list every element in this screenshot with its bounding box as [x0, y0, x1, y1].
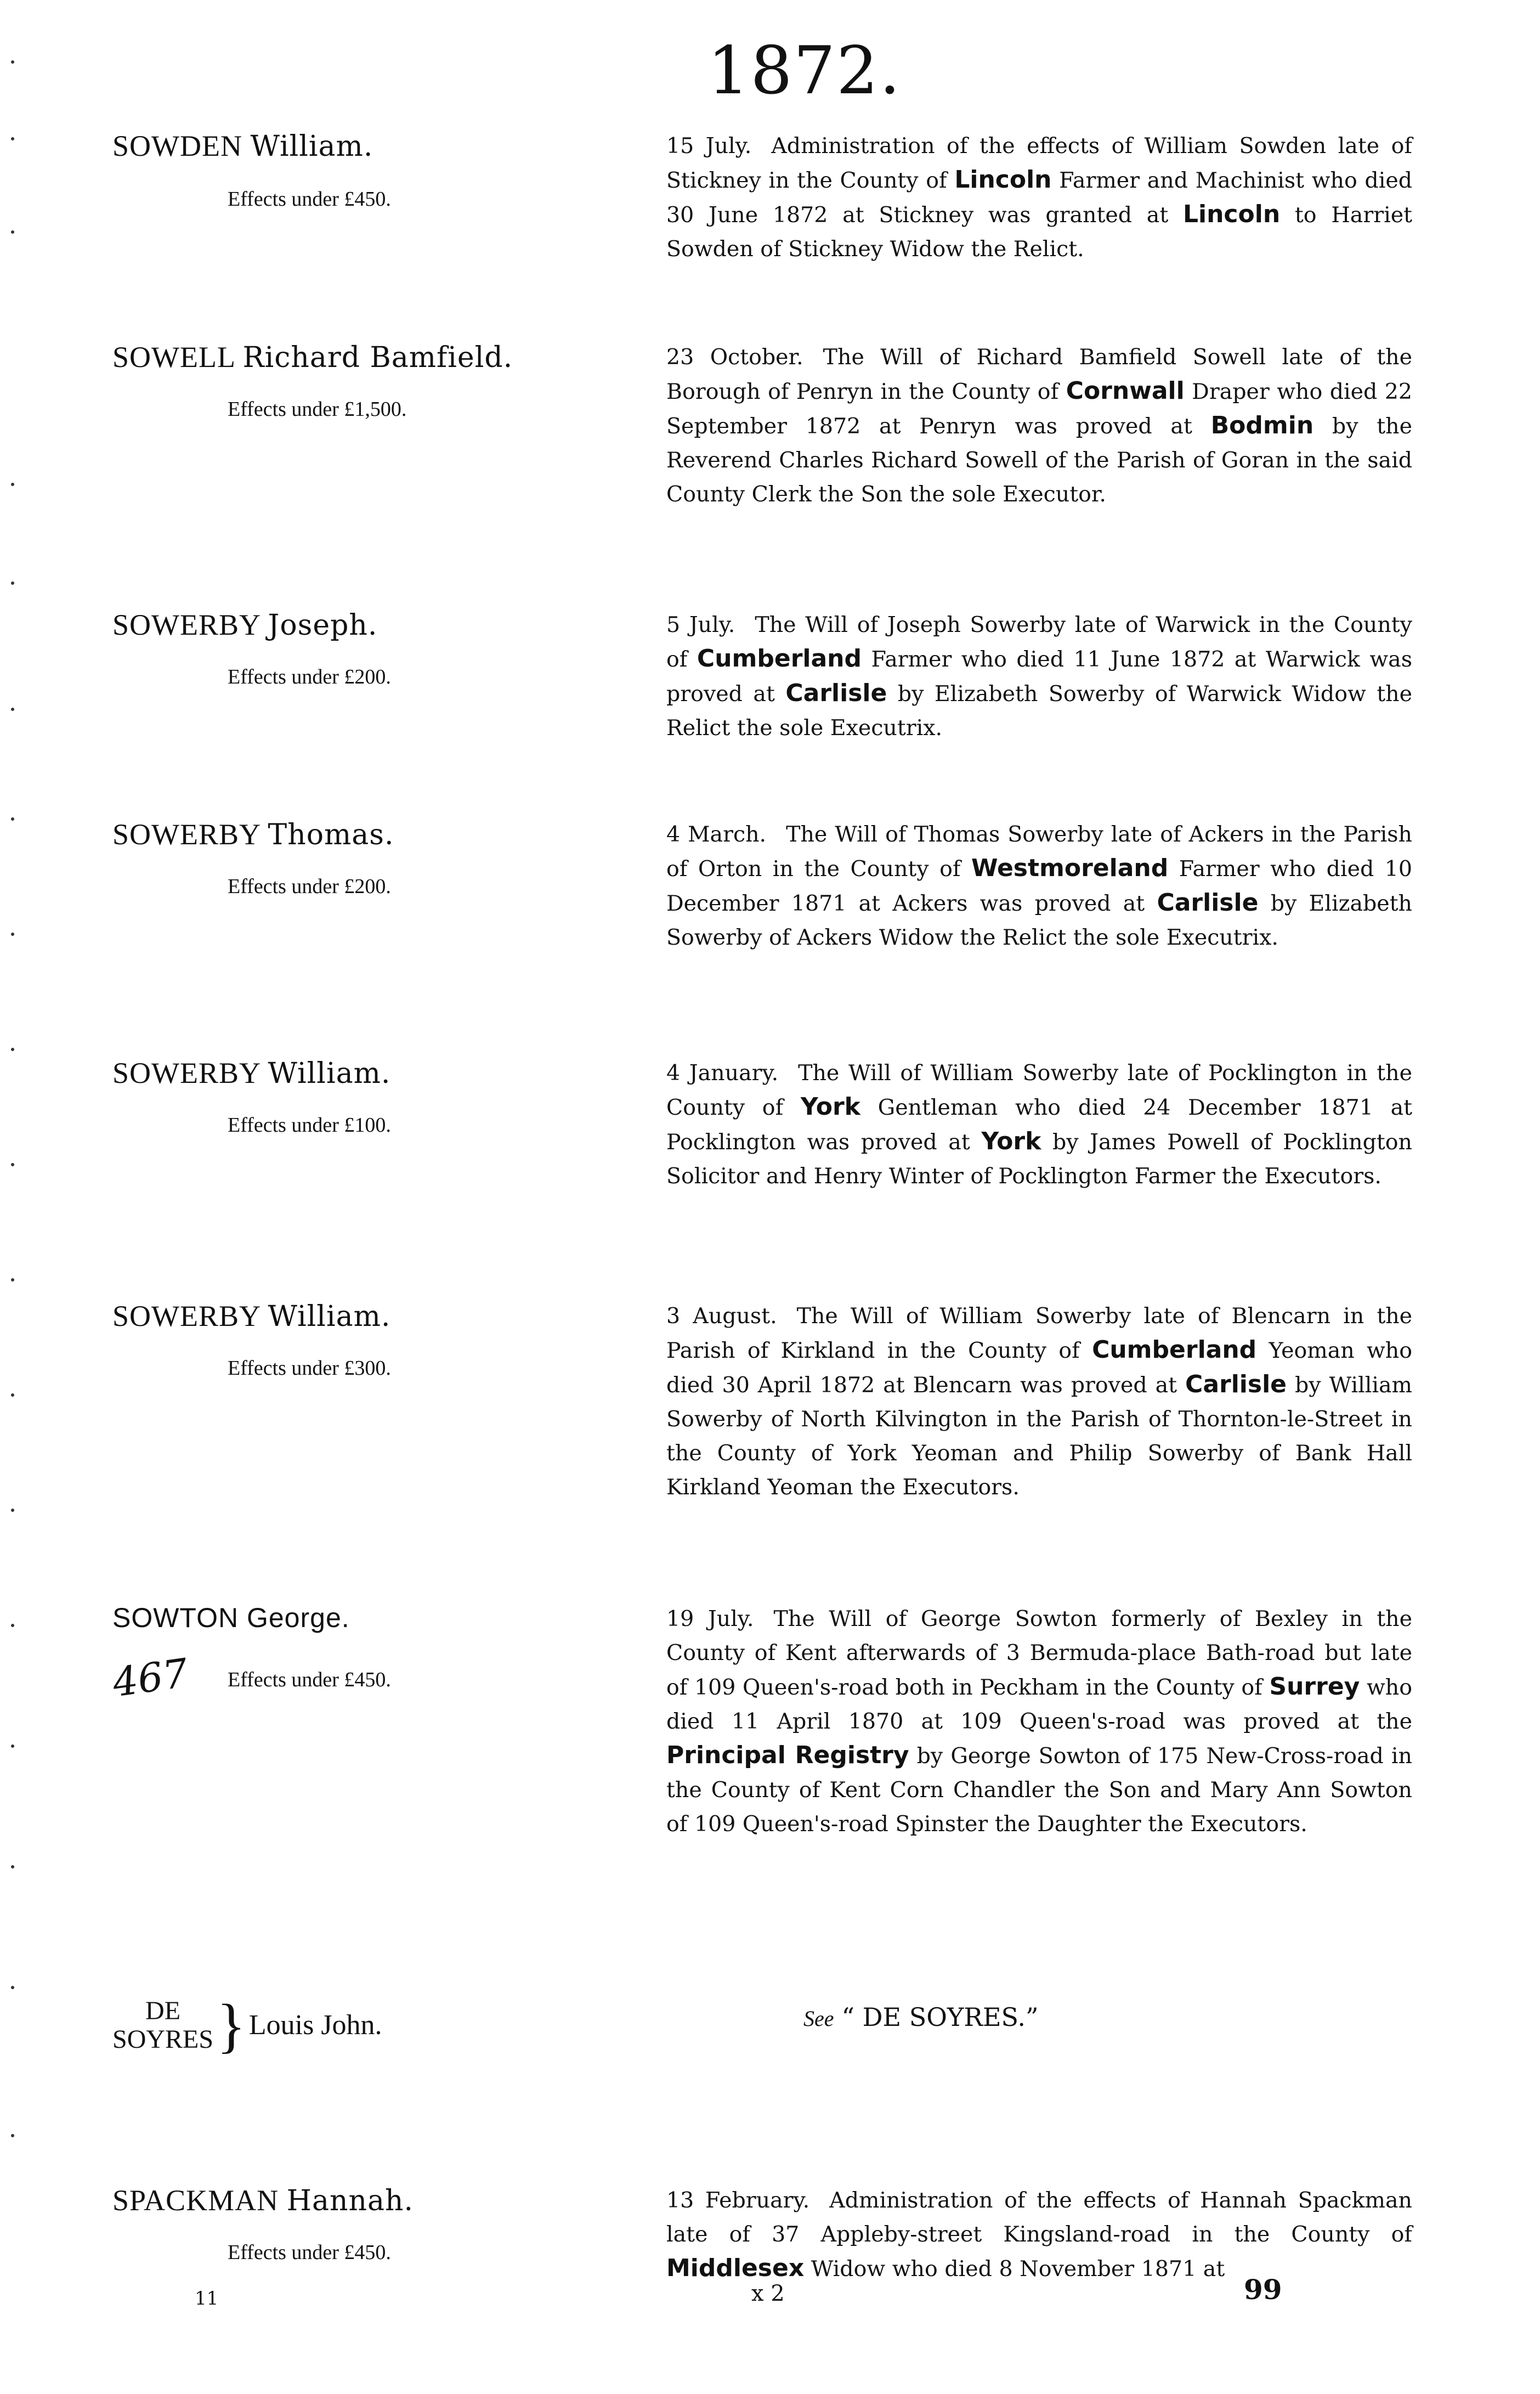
surname: SOWELL — [112, 341, 235, 374]
registry-place: Bodmin — [1210, 411, 1314, 439]
entry-name-block — [112, 1299, 579, 1380]
effects-value: Effects under £450. — [228, 188, 391, 211]
page-year-heading: 1872. — [707, 33, 902, 109]
entry-surname-line — [112, 340, 579, 374]
entry-surname-line — [112, 817, 579, 851]
entry-name-block — [112, 129, 579, 211]
registry-place: Principal Registry — [666, 1741, 909, 1769]
entry-text-part: who died 11 April 1870 at 109 Queen's-road was proved at the — [666, 1675, 1412, 1734]
effects-value: Effects under £100. — [228, 1114, 391, 1137]
entry-name-block — [112, 1056, 579, 1137]
given-name: Richard Bamfield. — [242, 341, 513, 374]
given-name: William. — [268, 1057, 391, 1090]
entry-text-part: Farmer who died 10 December 1871 at Ackers was proved at — [666, 856, 1412, 916]
effects-value: Effects under £300. — [228, 1357, 391, 1380]
entry-text-part: by George Sowton of 175 New-Cross-road in the County of Kent Corn Chandler the Son and Mary Ann Sowton of 109 Queen's-road Spinster the Daughter the Executors. — [666, 1743, 1412, 1837]
entry-date: 5 July. — [666, 612, 735, 637]
surname: SOWERBY — [112, 1057, 261, 1089]
county-name: York — [800, 1093, 860, 1121]
printer-signature-mark: 11 — [195, 2288, 219, 2310]
county-name: Middlesex — [666, 2254, 805, 2282]
entry-text-part: Draper who died 22 September 1872 at Penryn was proved at — [666, 379, 1413, 439]
effects-value: Effects under £450. — [228, 1668, 391, 1691]
given-name: William. — [250, 130, 373, 163]
effects-value: Effects under £200. — [228, 875, 391, 898]
entry-surname-line — [112, 129, 579, 163]
left-margin-specks — [5, 0, 22, 2394]
entry-text-part: Yeoman who died 30 April 1872 at Blencarn was proved at — [666, 1338, 1412, 1398]
entry-text-part: Widow who died 8 November 1871 at — [804, 2256, 1225, 2282]
given-name: Hannah. — [286, 2184, 414, 2217]
prefix-top: DE — [145, 1996, 181, 2025]
entry-name-block — [112, 2183, 579, 2265]
entry-text — [666, 2183, 1412, 2286]
entry-name-block — [112, 817, 579, 899]
page-footer — [0, 2273, 1540, 2320]
given-name: William. — [268, 1300, 391, 1333]
entry-text-part: by William Sowerby of North Kilvington in the Parish of Thornton-le-Street in the County of York Yeoman and Philip Sowerby of Bank Hall Kirkland Yeoman the Executors. — [666, 1373, 1413, 1500]
entry-date: 4 January. — [666, 1060, 779, 1086]
prefix-bottom: SOYRES — [112, 2025, 214, 2054]
entry-text-part: The Will of Thomas Sowerby late of Ackers in the Parish of Orton in the County of — [666, 822, 1412, 882]
see-target: “ DE SOYRES.” — [841, 2002, 1039, 2032]
entry-text-part: by James Powell of Pocklington Solicitor and Henry Winter of Pocklington Farmer the Executors. — [666, 1130, 1412, 1189]
entry-date: 3 August. — [666, 1303, 777, 1329]
registry-place: Carlisle — [785, 679, 887, 707]
entry-text-part: Farmer and Machinist who died 30 June 1872 at Stickney was granted at — [666, 168, 1412, 228]
entry-text — [666, 1056, 1412, 1193]
entry-text — [666, 817, 1412, 955]
entry-text-part: The Will of William Sowerby late of Pocklington in the County of — [666, 1060, 1412, 1120]
registry-place: Carlisle — [1185, 1370, 1287, 1398]
surname-prefix-stack — [112, 1997, 213, 2054]
entry-text — [666, 608, 1412, 745]
given-name: Thomas. — [268, 818, 394, 851]
registry-place: Lincoln — [1182, 200, 1281, 228]
county-name: Surrey — [1269, 1673, 1360, 1701]
registry-place: York — [981, 1127, 1041, 1155]
entry-date: 23 October. — [666, 345, 803, 370]
entry-text-part: The Will of Joseph Sowerby late of Warwick in the County of — [666, 612, 1412, 672]
entry-date: 4 March. — [666, 822, 767, 847]
surname: SOWERBY — [112, 818, 261, 851]
entry-date: 13 February. — [666, 2188, 810, 2213]
cross-reference-given-name: Louis John. — [248, 2009, 382, 2041]
brace-glyph: } — [217, 1992, 246, 2059]
entry-date: 15 July. — [666, 133, 752, 159]
entry-surname-line — [112, 2183, 579, 2217]
entry-name-block — [112, 608, 579, 689]
entry-text-part: The Will of George Sowton formerly of Bexley in the County of Kent afterwards of 3 Bermuda-place Bath-road but late of 109 Queen's-road both in Peckham in the County of — [666, 1606, 1412, 1700]
handwritten-folio-note: 467 — [110, 1650, 191, 1706]
entry-text-part: by the Reverend Charles Richard Sowell of the Parish of Goran in the said County Clerk the Son the sole Executor. — [666, 414, 1412, 507]
entry-surname-line — [112, 608, 579, 642]
surname: SOWDEN — [112, 129, 242, 162]
county-name: Cumberland — [1092, 1336, 1257, 1364]
entry-text-part: The Will of Richard Bamfield Sowell late of the Borough of Penryn in the County of — [666, 345, 1412, 404]
surname: SOWERBY — [112, 1300, 261, 1332]
entry-text — [666, 129, 1412, 266]
cross-reference-name — [112, 1992, 496, 2059]
entry-text-part: by Elizabeth Sowerby of Ackers Widow the Relict the sole Executrix. — [666, 891, 1412, 950]
cross-reference-target — [803, 2002, 1242, 2032]
effects-value: Effects under £1,500. — [228, 398, 407, 421]
entry-text-part: by Elizabeth Sowerby of Warwick Widow the Relict the sole Executrix. — [666, 681, 1412, 741]
given-name: Joseph. — [268, 609, 378, 642]
county-name: Cumberland — [697, 645, 862, 673]
entry-surname-line — [112, 1299, 579, 1333]
entry-text-part: Farmer who died 11 June 1872 at Warwick was proved at — [666, 647, 1412, 707]
entry-text — [666, 340, 1412, 511]
entry-text-part: Administration of the effects of William Sowden late of Stickney in the County of — [666, 133, 1412, 193]
given-name: George. — [246, 1602, 350, 1633]
county-name: Lincoln — [954, 166, 1052, 194]
county-name: Cornwall — [1066, 377, 1185, 405]
surname: SOWTON — [112, 1602, 239, 1633]
surname: SPACKMAN — [112, 2184, 279, 2217]
entry-text-part: Administration of the effects of Hannah Spackman late of 37 Appleby-street Kingsland-road in the County of — [666, 2188, 1412, 2247]
entry-text-part: to Harriet Sowden of Stickney Widow the Relict. — [666, 202, 1412, 262]
entry-text-part: The Will of William Sowerby late of Blencarn in the Parish of Kirkland in the County of — [666, 1303, 1413, 1363]
county-name: Westmoreland — [971, 854, 1169, 882]
effects-value: Effects under £200. — [228, 665, 391, 688]
surname: SOWERBY — [112, 608, 261, 641]
entry-name-block — [112, 340, 579, 421]
see-word: See — [803, 2006, 834, 2031]
entry-date: 19 July. — [666, 1606, 754, 1631]
entry-surname-line — [112, 1602, 579, 1634]
entry-text — [666, 1299, 1412, 1504]
page-number: 99 — [1244, 2273, 1282, 2306]
registry-place: Carlisle — [1157, 889, 1259, 917]
entry-text — [666, 1602, 1412, 1841]
sheet-signature: x 2 — [751, 2281, 785, 2306]
entry-surname-line — [112, 1056, 579, 1090]
entry-text-part: Gentleman who died 24 December 1871 at Pocklington was proved at — [666, 1095, 1412, 1155]
effects-value: Effects under £450. — [228, 2241, 391, 2264]
